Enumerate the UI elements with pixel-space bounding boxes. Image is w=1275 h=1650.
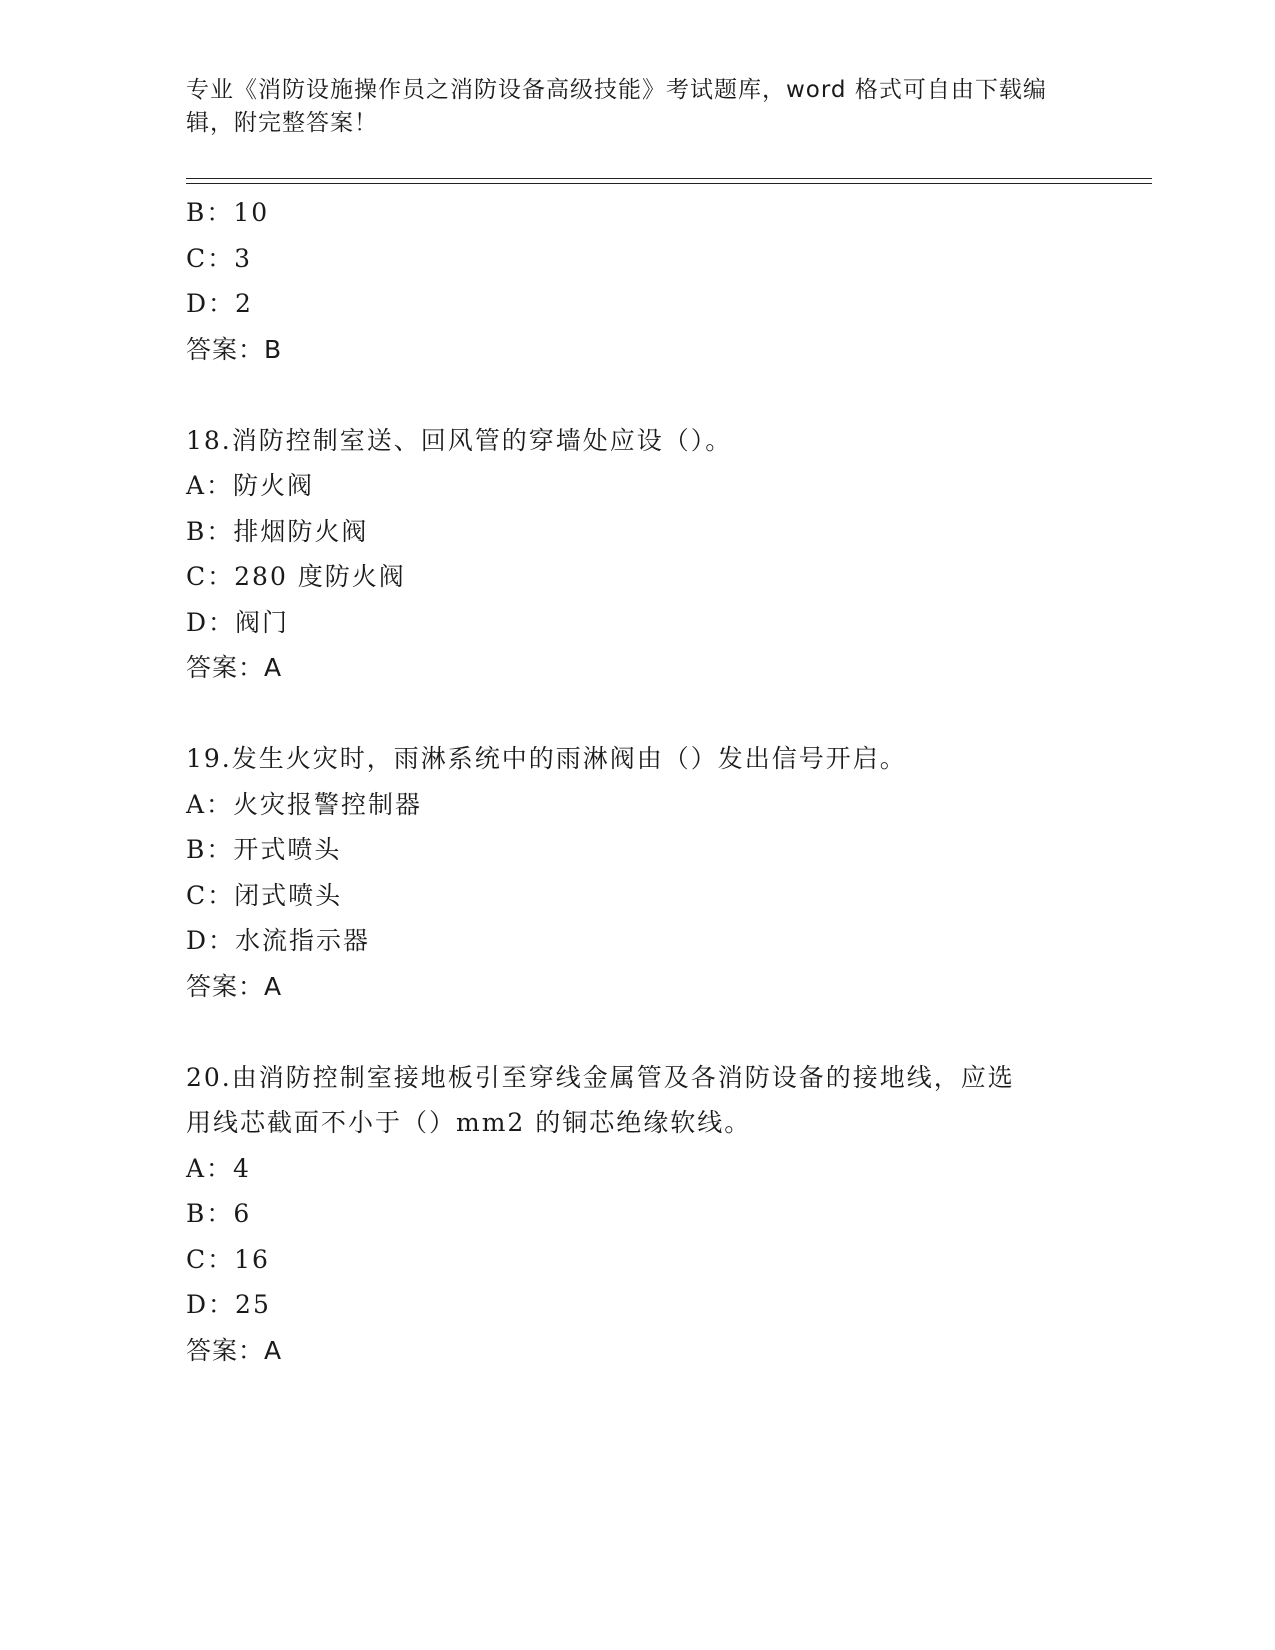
answer-value: A <box>264 971 283 1001</box>
answer-label: 答案： <box>186 653 265 682</box>
spacer <box>186 1009 1086 1055</box>
previous-question-tail <box>186 190 1086 372</box>
option-d: D：阀门 <box>186 607 290 637</box>
option-b: B：排烟防火阀 <box>186 516 369 546</box>
spacer <box>186 691 1086 737</box>
answer-line <box>186 327 1086 373</box>
option-c: C：16 <box>186 1244 270 1274</box>
header-line-1: 专业《消防设施操作员之消防设备高级技能》考试题库，word 格式可自由下载编 <box>186 77 1047 103</box>
header-rule-bottom <box>186 183 1152 184</box>
question-18 <box>186 418 1086 691</box>
question-19 <box>186 736 1086 1009</box>
question-20 <box>186 1055 1086 1374</box>
question-stem-line-2: 用线芯截面不小于（）mm2 的铜芯绝缘软线。 <box>186 1108 752 1137</box>
question-stem-line-1: 20.由消防控制室接地板引至穿线金属管及各消防设备的接地线，应选 <box>186 1062 1015 1092</box>
question-stem: 19.发生火灾时，雨淋系统中的雨淋阀由（）发出信号开启。 <box>186 744 907 773</box>
question-content <box>186 190 1086 1373</box>
option-b: B：6 <box>186 1199 252 1228</box>
option-a: A：防火阀 <box>186 471 315 500</box>
answer-line <box>186 1328 1086 1374</box>
question-stem: 18.消防控制室送、回风管的穿墙处应设（）。 <box>186 425 733 455</box>
header-line-2: 辑，附完整答案！ <box>186 110 378 136</box>
answer-value: B <box>264 334 283 364</box>
answer-label: 答案： <box>186 971 265 1001</box>
option-d: D：25 <box>186 1290 271 1319</box>
option-b: B：10 <box>186 198 270 227</box>
option-a: A：4 <box>186 1153 251 1183</box>
header-rule-top <box>186 178 1152 179</box>
answer-value: A <box>264 653 283 682</box>
option-d: D：水流指示器 <box>186 926 371 955</box>
spacer <box>186 372 1086 418</box>
answer-value: A <box>264 1335 283 1365</box>
answer-line <box>186 964 1086 1010</box>
document-header <box>186 74 1086 140</box>
option-d: D：2 <box>186 289 253 318</box>
option-c: C：闭式喷头 <box>186 880 343 910</box>
option-b: B：开式喷头 <box>186 835 342 864</box>
option-c: C：280 度防火阀 <box>186 562 406 591</box>
option-a: A：火灾报警控制器 <box>186 789 423 819</box>
answer-label: 答案： <box>186 1335 265 1365</box>
answer-line <box>186 645 1086 691</box>
answer-label: 答案： <box>186 334 265 364</box>
option-c: C：3 <box>186 243 253 273</box>
